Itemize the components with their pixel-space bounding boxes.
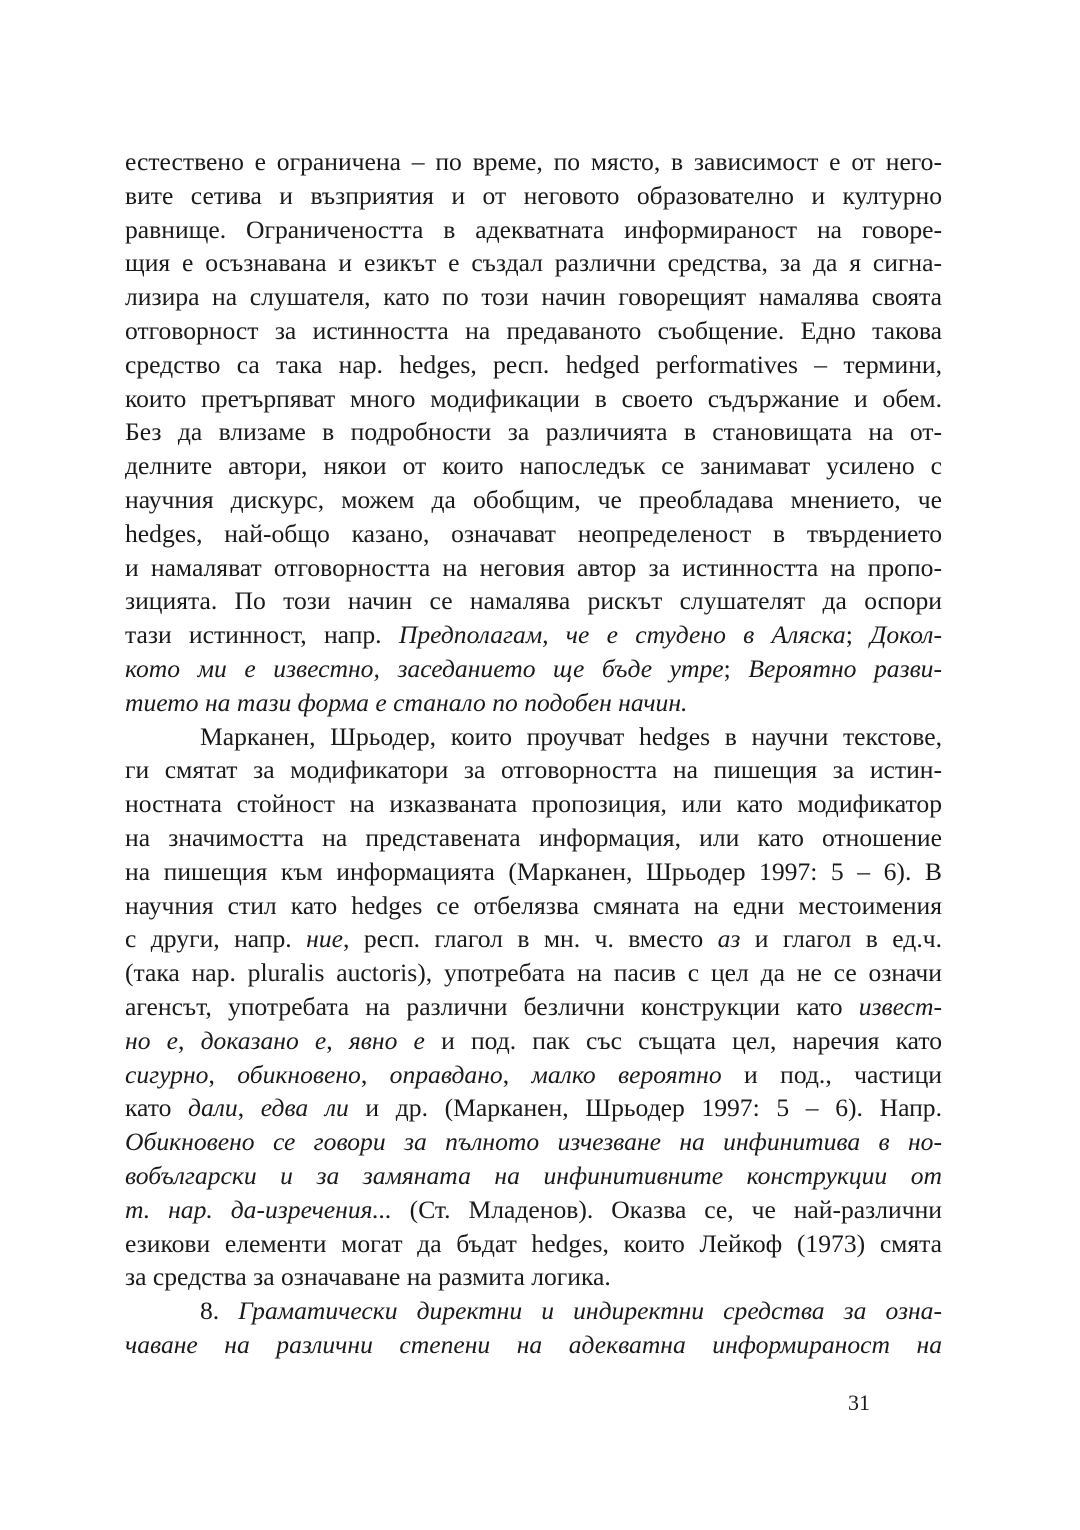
text-segment: ; [723, 653, 749, 683]
text-line [125, 720, 942, 754]
text-line [125, 686, 942, 720]
italic-segment: ние [306, 924, 343, 954]
text-line [125, 517, 942, 551]
text-line [125, 1193, 942, 1227]
text-segment: , [326, 1025, 349, 1055]
text-segment: , [237, 1093, 261, 1123]
italic-segment: едва ли [260, 1093, 349, 1123]
text-line [125, 1227, 942, 1261]
text-segment: езикови елементи могат да бъдат hedges, които Лейкоф (1973) смята [125, 1228, 942, 1258]
text-segment: научния стил като hedges се отбелязва смяната на едни местоимения [125, 890, 942, 920]
italic-segment: Обикновено се говори за пълното изчезване на инфинитива в но- [125, 1127, 942, 1157]
text-line [125, 213, 942, 247]
text-line [125, 415, 942, 449]
text-segment: , респ. глагол в мн. ч. вместо [343, 924, 718, 954]
text-segment: , [502, 1059, 532, 1089]
text-line [125, 551, 942, 585]
text-segment: научния дискурс, можем да обобщим, че преобладава мнението, че [125, 484, 942, 514]
text-segment: като [125, 1093, 189, 1123]
italic-segment: дали [188, 1093, 238, 1123]
page-number: 31 [848, 1390, 870, 1415]
text-line [125, 855, 942, 889]
text-segment: (Ст. Младенов). Оказва се, че най-различни [391, 1194, 942, 1224]
text-segment: за средства за означаване на размита логика. [125, 1262, 611, 1292]
italic-segment: обикновено [237, 1059, 361, 1089]
text-segment: лизира на слушателя, като по този начин говорещият намалява своята [125, 282, 942, 312]
text-line [125, 145, 942, 179]
italic-segment: аз [717, 924, 741, 954]
italic-segment: Граматически директни и индиректни средства за озна- [238, 1296, 943, 1326]
text-line [125, 956, 942, 990]
italic-segment: кото ми е известно, заседанието ще бъде утре [125, 653, 724, 683]
text-line [125, 1260, 942, 1294]
text-segment: естествено е ограничена – по време, по място, в зависимост е от него- [125, 147, 942, 176]
text-segment: (така нар. pluralis auctoris), употребата на пасив с цел да не се означи [125, 958, 942, 988]
italic-segment: оправдано [389, 1059, 503, 1089]
italic-segment: извест- [858, 991, 942, 1021]
italic-segment: вобългарски и за замяната на инфинитивните конструкции от [125, 1160, 942, 1190]
text-segment: агенсът, употребата на различни безлични конструкции като [125, 991, 859, 1021]
text-line [125, 922, 942, 956]
text-line [125, 280, 942, 314]
text-segment: , [360, 1059, 390, 1089]
text-line [125, 584, 942, 618]
text-segment: вите сетива и възприятия и от неговото образователно и културно [125, 180, 942, 210]
text-segment: равнище. Ограничеността в адекватната информираност на говоре- [125, 214, 942, 244]
text-line [125, 382, 942, 416]
italic-segment: доказано е [200, 1025, 327, 1055]
text-line [125, 753, 942, 787]
text-segment: и под. пак със същата цел, наречия като [424, 1025, 942, 1055]
text-segment: с други, напр. [125, 924, 307, 954]
text-segment: и глагол в ед.ч. [740, 924, 942, 954]
text-line [125, 314, 942, 348]
text-segment: средство са така нар. hedges, респ. hedged performatives – термини, [125, 349, 942, 379]
italic-segment: сигурно [125, 1059, 209, 1089]
italic-segment: но е [125, 1025, 179, 1055]
text-segment: Марканен, Шрьодер, които проучват hedges в научни текстове, [200, 721, 942, 751]
text-line [125, 821, 942, 855]
italic-segment: чаване на различни степени на адекватна информираност на [125, 1329, 942, 1359]
text-line [125, 1024, 942, 1058]
text-line [125, 889, 942, 923]
text-segment: ; [845, 620, 871, 650]
text-line [125, 652, 942, 686]
italic-segment: малко вероятно [531, 1059, 722, 1089]
text-segment: отговорност за истинността на предаваното съобщение. Едно такова [125, 315, 942, 345]
text-segment: Без да влизаме в подробности за различията в становищата на от- [125, 417, 942, 447]
italic-segment: Вероятно разви- [748, 653, 943, 683]
text-segment: , [208, 1059, 238, 1089]
text-line [125, 483, 942, 517]
text-segment: на пишещия към информацията (Марканен, Шрьодер 1997: 5 – 6). В [125, 856, 942, 886]
text-segment: на значимостта на представената информация, или като отношение [125, 822, 942, 852]
text-line [125, 1328, 942, 1362]
text-segment: тази истинност, напр. [125, 620, 399, 650]
text-segment: и под., частици [721, 1059, 942, 1089]
italic-segment: Докол- [870, 620, 942, 650]
text-segment: hedges, най-общо казано, означават неопределеност в твърдението [125, 518, 942, 548]
text-segment: , [178, 1025, 201, 1055]
text-line [125, 449, 942, 483]
text-segment: и намаляват отговорността на неговия автор за истинността на пропо- [125, 552, 942, 582]
text-line [125, 1159, 942, 1193]
text-segment: зицията. По този начин се намалява рискът слушателят да оспори [125, 586, 942, 616]
text-segment: щия е осъзнавана и езикът е създал различни средства, за да я сигна- [125, 248, 942, 278]
text-segment: 8. [200, 1296, 239, 1326]
italic-segment: Предполагам, че е студено в Аляска [398, 620, 846, 650]
body-text [125, 145, 942, 1362]
text-segment: ностната стойност на изказваната пропозиция, или като модификатор [125, 789, 942, 819]
text-line [125, 1294, 942, 1328]
italic-segment: явно е [348, 1025, 425, 1055]
text-segment: и др. (Марканен, Шрьодер 1997: 5 – 6). Напр. [348, 1093, 942, 1123]
italic-segment: т. нар. да-изречения... [125, 1194, 392, 1224]
italic-segment: тието на тази форма е станало по подобен начин. [125, 687, 688, 717]
text-line [125, 1125, 942, 1159]
text-line [125, 348, 942, 382]
text-segment: които претърпяват много модификации в своето съдържание и обем. [125, 383, 942, 413]
text-line [125, 990, 942, 1024]
text-line [125, 787, 942, 821]
text-line [125, 618, 942, 652]
text-line [125, 246, 942, 280]
text-segment: делните автори, някои от които напоследък се занимават усилено с [125, 451, 942, 481]
text-line [125, 179, 942, 213]
text-line [125, 1058, 942, 1092]
text-segment: ги смятат за модификатори за отговорността на пишещия за истин- [125, 755, 942, 785]
text-line [125, 1091, 942, 1125]
